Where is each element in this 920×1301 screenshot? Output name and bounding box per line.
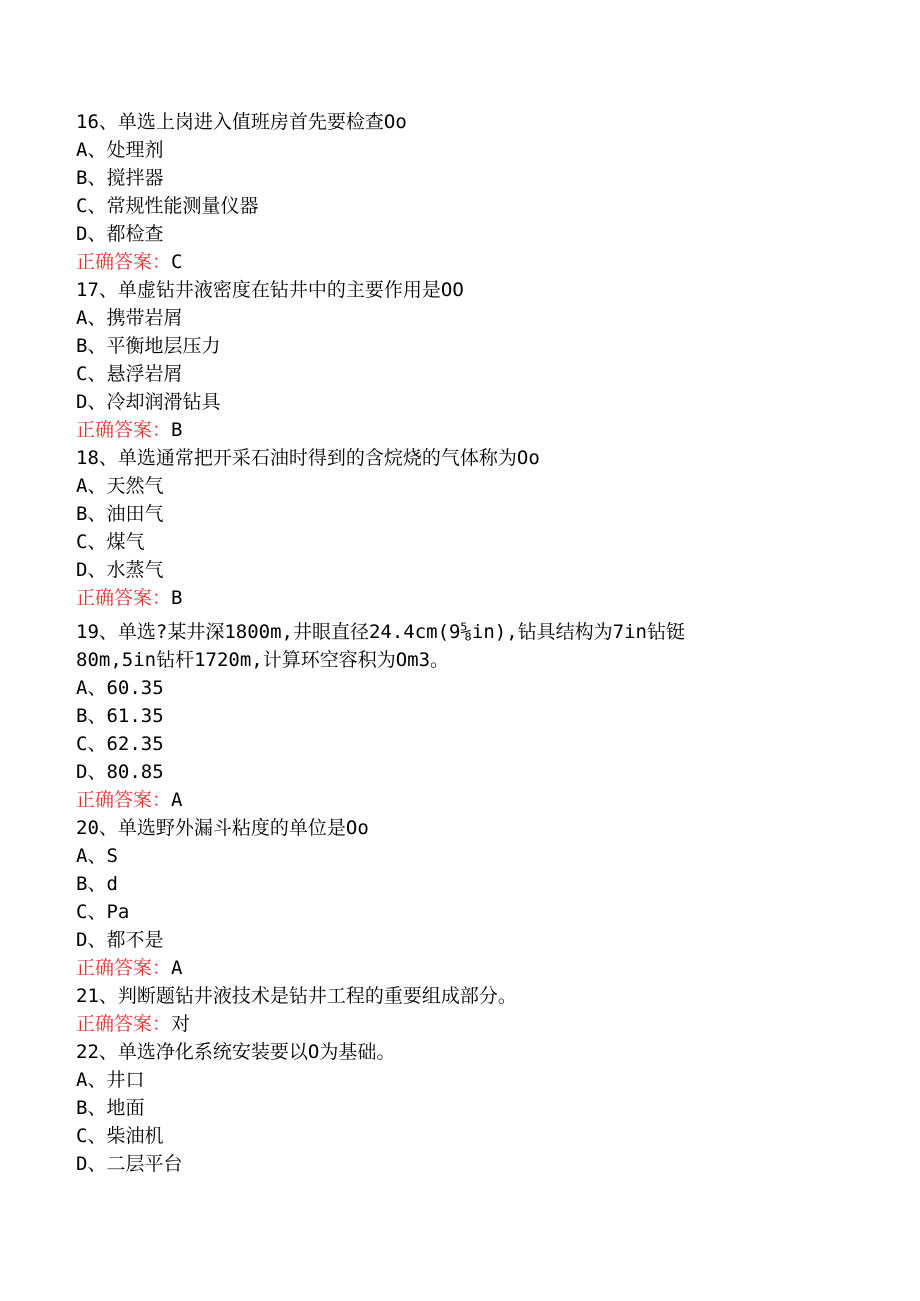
question-19-option-c: C、62.35 bbox=[76, 733, 164, 755]
answer-value: A bbox=[171, 789, 183, 811]
question-16-answer bbox=[76, 248, 896, 276]
question-17-option-a: A、携带岩屑 bbox=[76, 307, 183, 329]
question-17-answer bbox=[76, 416, 896, 444]
question-16-option-b: B、搅拌器 bbox=[76, 167, 164, 189]
question-18-answer bbox=[76, 584, 896, 612]
answer-label: 正确答案： bbox=[76, 419, 172, 441]
question-16-option-d: D、都检查 bbox=[76, 223, 164, 245]
question-17-option-b: B、平衡地层压力 bbox=[76, 335, 221, 357]
question-20-option-c: C、Pa bbox=[76, 901, 130, 923]
question-16-stem: 16、单选上岗进入值班房首先要检查Oo bbox=[76, 111, 407, 133]
question-18-option-c: C、煤气 bbox=[76, 531, 145, 553]
question-22-option-a: A、井口 bbox=[76, 1069, 145, 1091]
answer-label: 正确答案： bbox=[76, 587, 172, 609]
answer-label: 正确答案： bbox=[76, 957, 172, 979]
question-17-option-c: C、悬浮岩屑 bbox=[76, 363, 183, 385]
question-19-answer bbox=[76, 786, 896, 814]
question-22-option-d: D、二层平台 bbox=[76, 1153, 183, 1175]
answer-label: 正确答案： bbox=[76, 789, 172, 811]
answer-value: B bbox=[171, 587, 183, 609]
question-20-stem: 20、单选野外漏斗粘度的单位是Oo bbox=[76, 817, 369, 839]
document-page bbox=[76, 108, 896, 1178]
answer-label: 正确答案： bbox=[76, 251, 172, 273]
question-19-option-d: D、80.85 bbox=[76, 761, 164, 783]
answer-value: 对 bbox=[171, 1013, 191, 1035]
question-20-option-d: D、都不是 bbox=[76, 929, 164, 951]
question-22-option-c: C、柴油机 bbox=[76, 1125, 164, 1147]
question-18-option-a: A、天然气 bbox=[76, 475, 164, 497]
question-19-stem-line-1: 19、单选?某井深1800m,井眼直径24.4cm(9⅝in),钻具结构为7in钻铤 bbox=[76, 621, 685, 643]
question-22-stem: 22、单选净化系统安装要以O为基础。 bbox=[76, 1041, 396, 1063]
question-16-option-c: C、常规性能测量仪器 bbox=[76, 195, 259, 217]
question-20-option-a: A、S bbox=[76, 845, 118, 867]
answer-value: B bbox=[171, 419, 183, 441]
question-19-stem-line-2: 80m,5in钻杆1720m,计算环空容积为Om3。 bbox=[76, 649, 450, 671]
answer-label: 正确答案： bbox=[76, 1013, 172, 1035]
answer-value: A bbox=[171, 957, 183, 979]
question-20-option-b: B、d bbox=[76, 873, 118, 895]
question-19-option-b: B、61.35 bbox=[76, 705, 164, 727]
question-18-stem: 18、单选通常把开采石油时得到的含烷烧的气体称为Oo bbox=[76, 447, 540, 469]
question-18-option-b: B、油田气 bbox=[76, 503, 164, 525]
question-20-answer bbox=[76, 954, 896, 982]
question-17-option-d: D、冷却润滑钻具 bbox=[76, 391, 221, 413]
answer-value: C bbox=[171, 251, 183, 273]
question-22-option-b: B、地面 bbox=[76, 1097, 145, 1119]
question-21-answer bbox=[76, 1010, 896, 1038]
question-19-option-a: A、60.35 bbox=[76, 677, 164, 699]
question-18-option-d: D、水蒸气 bbox=[76, 559, 164, 581]
question-17-stem: 17、单虚钻井液密度在钻井中的主要作用是OO bbox=[76, 279, 464, 301]
question-21-stem: 21、判断题钻井液技术是钻井工程的重要组成部分。 bbox=[76, 985, 517, 1007]
question-16-option-a: A、处理剂 bbox=[76, 139, 164, 161]
